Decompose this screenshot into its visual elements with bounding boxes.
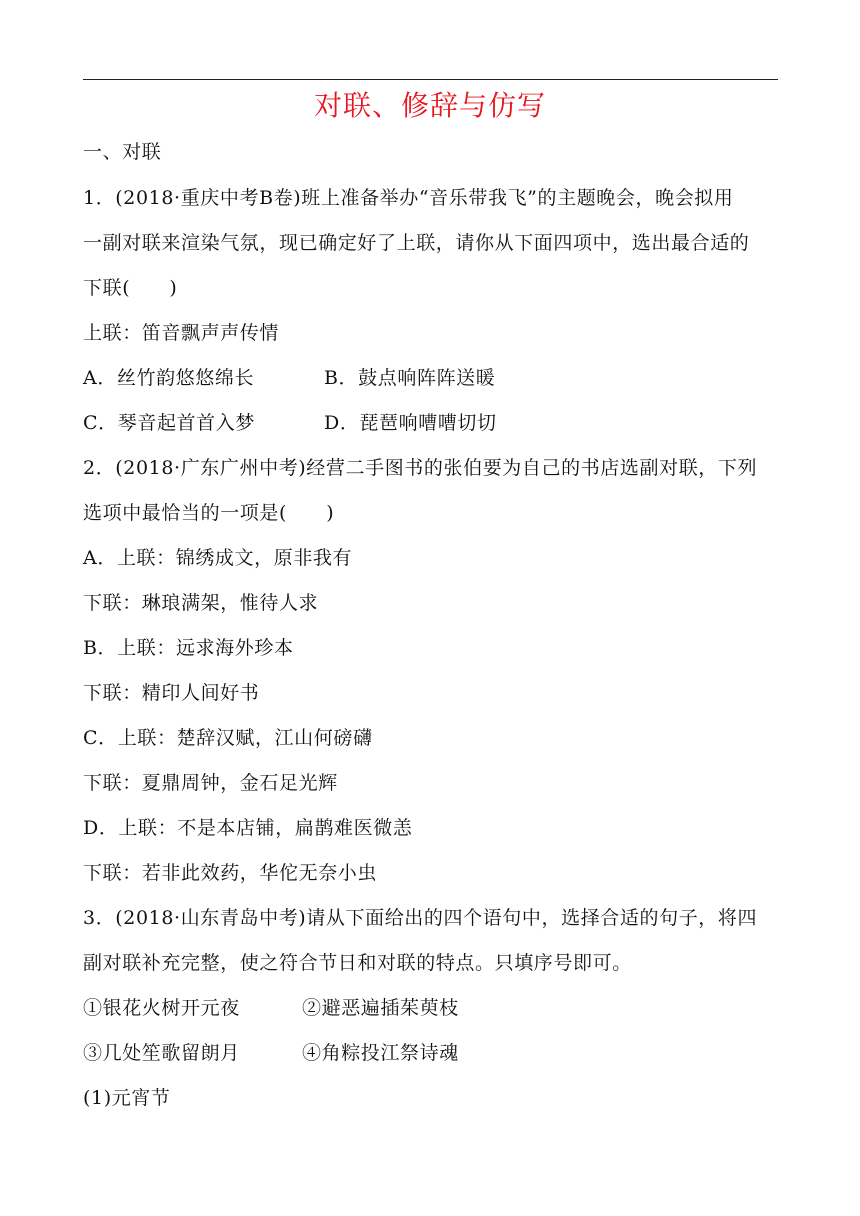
q2-stem-line2: 选项中最恰当的一项是( ) [83,502,335,524]
q1-option-a: A．丝竹韵悠悠绵长 [83,367,255,389]
q3-sentence-3: ③几处笙歌留朗月 [83,1042,240,1064]
q2-option-d-upper: D．上联：不是本店铺，扁鹊难医微恙 [83,817,413,839]
header-rule [83,79,778,80]
q1-option-c: C．琴音起首首入梦 [83,412,255,434]
q3-subquestion-1: (1)元宵节 [83,1087,171,1109]
q3-sentence-4: ④角粽投江祭诗魂 [302,1042,459,1064]
q1-given-couplet: 上联：笛音飘声声传情 [83,322,280,344]
q1-stem-line1: 1．(2018·重庆中考B卷)班上准备举办“音乐带我飞”的主题晚会，晚会拟用 [83,187,734,209]
q2-stem-line1: 2．(2018·广东广州中考)经营二手图书的张伯要为自己的书店选副对联，下列 [83,457,758,479]
q2-option-a-upper: A．上联：锦绣成文，原非我有 [83,547,353,569]
q2-option-d-lower: 下联：若非此效药，华佗无奈小虫 [83,862,378,884]
q2-option-c-upper: C．上联：楚辞汉赋，江山何磅礴 [83,727,373,749]
q3-stem-line1: 3．(2018·山东青岛中考)请从下面给出的四个语句中，选择合适的句子，将四 [83,907,758,929]
q2-option-b-upper: B．上联：远求海外珍本 [83,637,294,659]
q2-option-b-lower: 下联：精印人间好书 [83,682,260,704]
page-title: 对联、修辞与仿写 [313,89,546,122]
q1-option-b: B．鼓点响阵阵送暖 [324,367,496,389]
q1-stem-line2: 一副对联来渲染气氛，现已确定好了上联，请你从下面四项中，选出最合适的 [83,232,750,254]
q2-option-a-lower: 下联：琳琅满架，惟待人求 [83,592,319,614]
q2-option-c-lower: 下联：夏鼎周钟，金石足光辉 [83,772,338,794]
section-heading: 一、对联 [83,141,162,163]
q3-sentence-1: ①银花火树开元夜 [83,997,240,1019]
q3-sentence-2: ②避恶遍插茱萸枝 [302,997,459,1019]
q3-stem-line2: 副对联补充完整，使之符合节日和对联的特点。只填序号即可。 [83,952,632,974]
q1-option-d: D．琵琶响嘈嘈切切 [324,412,497,434]
q1-stem-line3: 下联( ) [83,277,178,299]
